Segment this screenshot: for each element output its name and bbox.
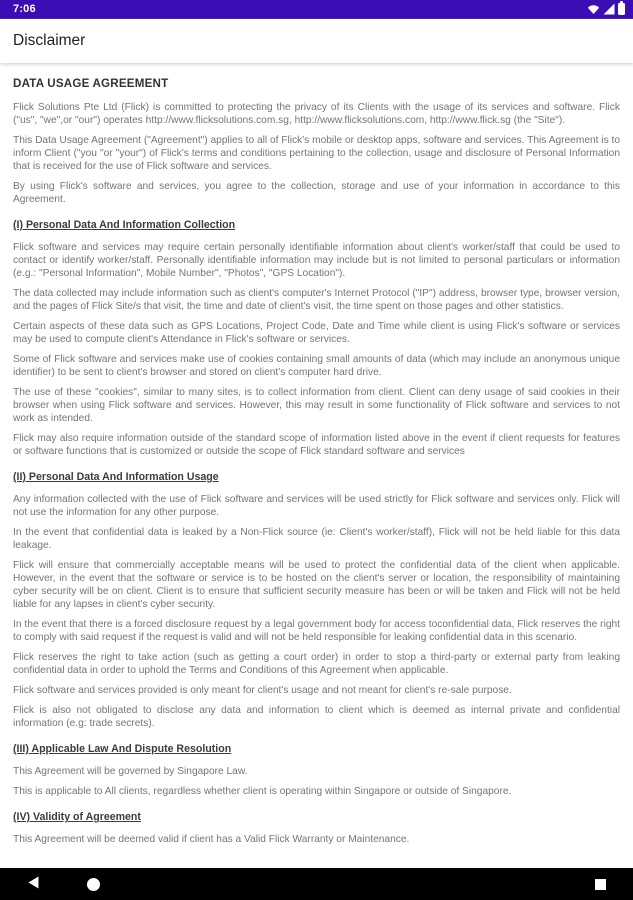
paragraph: Some of Flick software and services make use of cookies containing small amounts of data (which may include an anonymous unique identifier) to be sent to client's browser and stored on client's computer hard drive. — [13, 354, 620, 378]
status-time: 7:06 — [13, 3, 36, 15]
paragraph: Any information collected with the use of Flick software and services will be used strictly for Flick software and services only. Flick will not use the information for any other purpose. — [13, 494, 620, 518]
document-scroll-area[interactable] — [0, 63, 633, 868]
home-icon — [87, 878, 100, 891]
paragraph: Flick is also not obligated to disclose any data and information to client which is deemed as internal private and confidential information (e.g: trade secrets). — [13, 705, 620, 729]
status-icons — [587, 3, 625, 15]
paragraph: In the event that there is a forced disclosure request by a legal government body for access toconfidential data, Flick reserves the right to comply with said request if the request is valid and will not be held responsible for leaking confidential data in this scenario. — [13, 619, 620, 643]
paragraph: Flick Solutions Pte Ltd (Flick) is committed to protecting the privacy of its Clients with the usage of its services and software. Flick ("us", "we",or "our") operates http://www.flicksolutions.com.sg, http://www.flicksolutions.com, http://www.flick.sg (the "Site"). — [13, 102, 620, 126]
paragraph: Flick software and services provided is only meant for client's usage and not meant for client's re-sale purpose. — [13, 685, 512, 696]
paragraph: Flick may also require information outside of the standard scope of information listed above in the event if client requests for features or software functions that is customized or outside the scope of Flick standard software and services — [13, 433, 620, 457]
section-heading: (II) Personal Data And Information Usage — [13, 471, 219, 483]
paragraph: The data collected may include information such as client's computer's Internet Protocol ("IP") address, browser type, browser version, and the pages of Flick Site/s that visit, the time and date of client's visit, the time spent on those pages and other statistics. — [13, 288, 620, 312]
paragraph: Flick reserves the right to take action (such as getting a court order) in order to stop a third-party or external party from leaking confidential data in order to uphold the Terms and Conditions of this Agreement when applicable. — [13, 652, 620, 676]
cellular-signal-icon — [603, 3, 615, 15]
paragraph: The use of these "cookies", similar to many sites, is to collect information from client. Client can deny usage of said cookies in their browser when using Flick software and services. However, this may result in some functionality of Flick software and services to not work as intended. — [13, 387, 620, 424]
section-heading: (I) Personal Data And Information Collection — [13, 219, 236, 231]
paragraph: This is applicable to All clients, regardless whether client is operating within Singapore or outside of Singapore. — [13, 786, 512, 797]
paragraph: This Data Usage Agreement ("Agreement") applies to all of Flick's mobile or desktop apps, software and services. This Agreement is to inform Client ("you "or "your") of Flick's terms and conditions pertaining to the collection, usage and disclosure of Personal Information that is received for the use of Flick software and services. — [13, 135, 620, 172]
back-button[interactable] — [21, 872, 45, 896]
paragraph: This Agreement will be deemed valid if client has a Valid Flick Warranty or Maintenance. — [13, 834, 410, 845]
wifi-icon — [587, 3, 600, 15]
section-heading: (IV) Validity of Agreement — [13, 811, 141, 823]
page-title: Disclaimer — [13, 32, 86, 49]
paragraph: This Agreement will be governed by Singapore Law. — [13, 766, 248, 777]
document-body — [13, 101, 620, 846]
section-heading: (III) Applicable Law And Dispute Resolution — [13, 743, 232, 755]
recents-button[interactable] — [588, 872, 612, 896]
paragraph: Certain aspects of these data such as GPS Locations, Project Code, Date and Time while client is using Flick's software or services may be used to compute client's Attendance in Flick's software or services. — [13, 321, 620, 345]
document-title: DATA USAGE AGREEMENT — [13, 77, 169, 90]
paragraph: In the event that confidential data is leaked by a Non-Flick source (ie: Client's worker/staff), Flick will not be held liable for this data leakage. — [13, 527, 620, 551]
battery-icon — [618, 3, 625, 15]
paragraph: By using Flick's software and services, you agree to the collection, storage and use of your information in accordance to this Agreement. — [13, 181, 620, 205]
paragraph: Flick will ensure that commercially acceptable means will be used to protect the confidential data of the client when applicable. However, in the event that the software or service is to be hosted on the client's server or location, the responsibility of maintaining cyber security will be on client. Client is to ensure that sufficient security measure has been or will be taken and Flick will not be held liable for any lapses in client's cyber security. — [13, 560, 620, 610]
home-button[interactable] — [81, 872, 105, 896]
status-bar — [0, 0, 633, 19]
back-icon — [28, 876, 39, 892]
navigation-bar — [0, 868, 633, 900]
recents-icon — [595, 879, 606, 890]
paragraph: Flick software and services may require certain personally identifiable information about client's worker/staff that could be used to contact or identify worker/staff. Personally identifiable information may include but is not limited to personal particulars or information (e.g.: "Personal Information", Mobile Number", "Photos", "GPS Location"). — [13, 242, 620, 279]
app-bar — [0, 19, 633, 63]
